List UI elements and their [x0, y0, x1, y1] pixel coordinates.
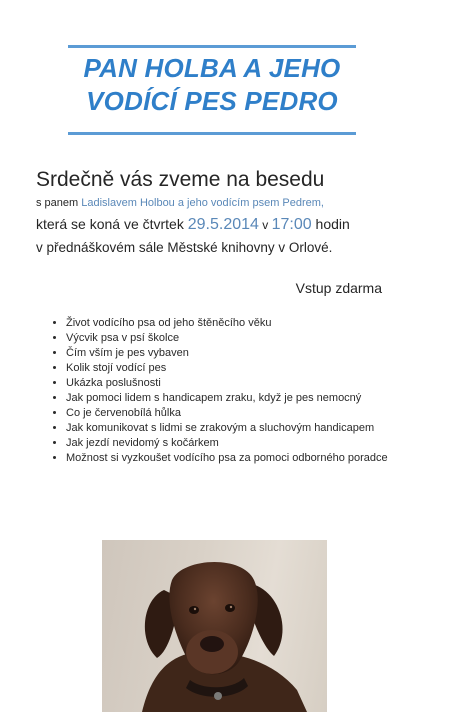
time-prefix: v: [258, 218, 272, 232]
invitation-line-venue: [36, 240, 332, 255]
list-item: • Kolik stojí vodící pes: [66, 361, 396, 376]
event-time: 17:00: [271, 216, 312, 233]
title-line-2: VODÍCÍ PES PEDRO: [86, 86, 338, 116]
venue-prefix: v: [36, 240, 47, 255]
date-suffix: hodin: [311, 216, 350, 232]
event-date: 29.5.2014: [187, 216, 259, 233]
guests-names: Ladislavem Holbou a jeho vodícím psem Pedrem,: [81, 197, 324, 209]
dog-photo: [102, 540, 327, 712]
topic-list: [44, 316, 396, 466]
list-item: • Jak pomoci lidem s handicapem zraku, když je pes nemocný: [66, 391, 396, 406]
invitation-heading: Srdečně vás zveme na besedu: [36, 168, 325, 191]
list-item: • Jak komunikovat s lidmi se zrakovým a sluchovým handicapem: [66, 421, 396, 436]
title-bottom-rule: [68, 132, 356, 135]
list-item: • Ukázka poslušnosti: [66, 376, 396, 391]
invitation-line-guests: [36, 197, 324, 209]
list-item: • Život vodícího psa od jeho štěněcího věku: [66, 316, 396, 331]
dog-illustration: [102, 540, 327, 712]
title-top-rule: [68, 45, 356, 48]
venue-text: přednáškovém sále Městské knihovny v Orlové.: [46, 240, 333, 255]
poster-title: [60, 52, 364, 118]
list-item: • Výcvik psa v psí školce: [66, 331, 396, 346]
guests-prefix: s panem: [36, 197, 82, 209]
date-prefix: která se koná ve čtvrtek: [36, 216, 188, 232]
list-item: • Jak jezdí nevidomý s kočárkem: [66, 436, 396, 451]
invitation-line-date: [36, 216, 350, 234]
list-item: • Co je červenobílá hůlka: [66, 406, 396, 421]
entry-note: Vstup zdarma: [295, 280, 382, 296]
title-line-1: PAN HOLBA A JEHO: [83, 53, 341, 83]
list-item: • Čím vším je pes vybaven: [66, 346, 396, 361]
list-item: • Možnost si vyzkoušet vodícího psa za pomoci odborného poradce: [66, 451, 396, 466]
